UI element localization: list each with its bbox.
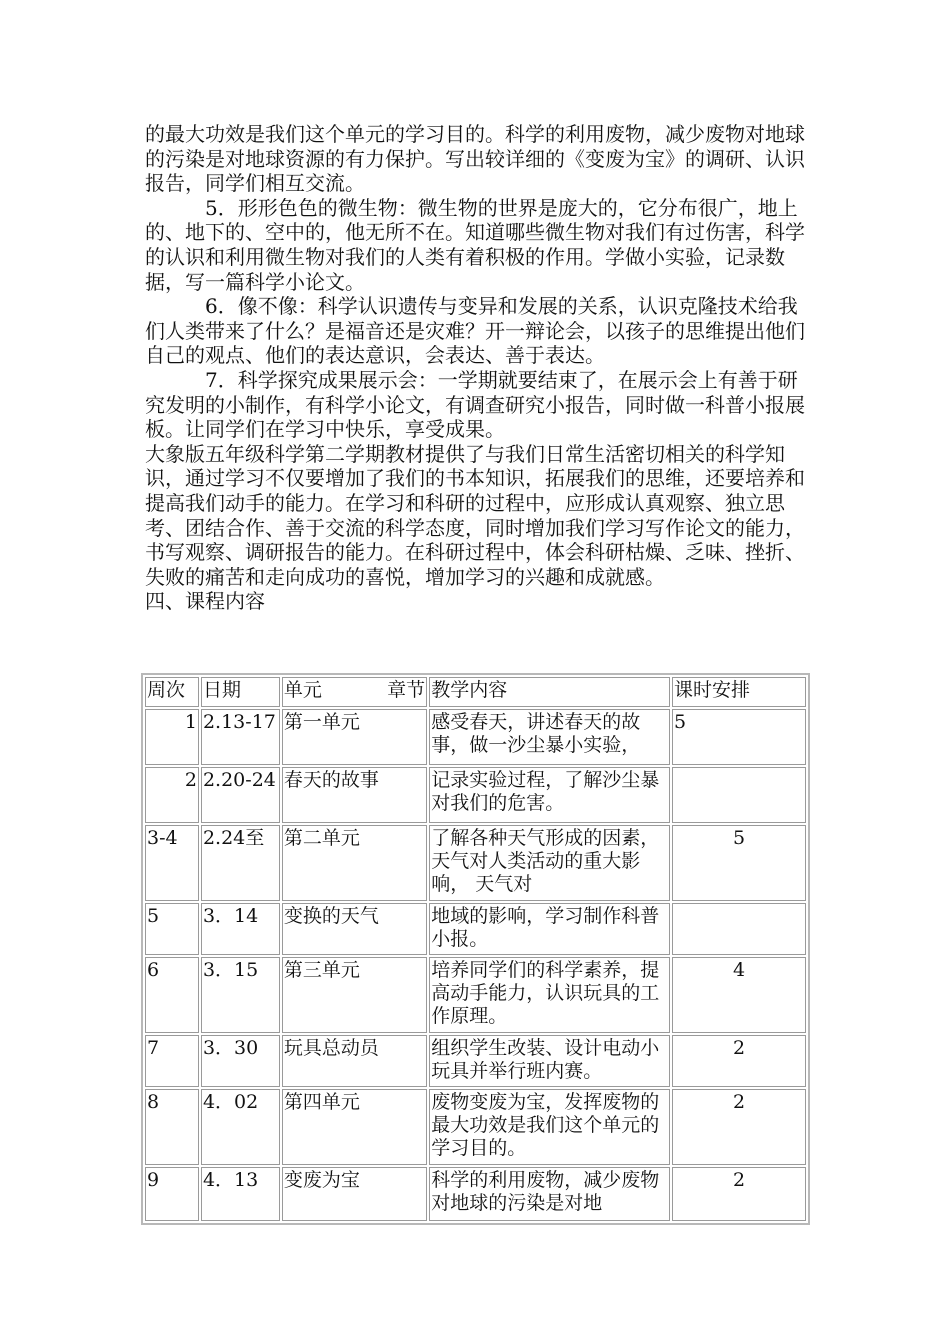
- cell-week: 9: [145, 1167, 199, 1221]
- table-row: [145, 825, 806, 901]
- cell-week: 3-4: [145, 825, 199, 901]
- cell-content: 科学的利用废物，减少废物对地球的污染是对地: [429, 1167, 670, 1221]
- header-date: 日期: [201, 677, 280, 707]
- header-hours: 课时安排: [672, 677, 806, 707]
- cell-week: 8: [145, 1089, 199, 1165]
- cell-hours: 5: [672, 709, 806, 765]
- header-chapter: 章节: [387, 679, 426, 701]
- cell-hours: [672, 903, 806, 955]
- table-header-row: [145, 677, 806, 707]
- section-heading: 四、课程内容: [145, 589, 265, 614]
- course-table: [141, 673, 810, 1225]
- cell-unit: 春天的故事: [282, 767, 427, 823]
- table-row: [145, 1035, 806, 1087]
- cell-unit: 第四单元: [282, 1089, 427, 1165]
- cell-date: 3．15: [201, 957, 280, 1033]
- cell-date: 3．30: [201, 1035, 280, 1087]
- cell-content: 了解各种天气形成的因素，天气对人类活动的重大影响， 天气对: [429, 825, 670, 901]
- table-row: [145, 1167, 806, 1221]
- cell-week: 5: [145, 903, 199, 955]
- table-row: [145, 957, 806, 1033]
- table-row: [145, 903, 806, 955]
- body-text: [145, 122, 815, 614]
- cell-unit: 第三单元: [282, 957, 427, 1033]
- header-week: 周次: [145, 677, 199, 707]
- cell-unit: 第一单元: [282, 709, 427, 765]
- cell-week: 6: [145, 957, 199, 1033]
- cell-hours: 4: [672, 957, 806, 1033]
- table-row: [145, 1089, 806, 1165]
- cell-date: 3．14: [201, 903, 280, 955]
- cell-content: 记录实验过程，了解沙尘暴对我们的危害。: [429, 767, 670, 823]
- cell-date: 2.24至: [201, 825, 280, 901]
- cell-hours: 2: [672, 1167, 806, 1221]
- cell-content: 组织学生改装、设计电动小玩具并举行班内赛。: [429, 1035, 670, 1087]
- cell-date: 4．13: [201, 1167, 280, 1221]
- paragraph-1: 的最大功效是我们这个单元的学习目的。科学的利用废物，减少废物对地球的污染是对地球资源的有力保护。写出较详细的《变废为宝》的调研、认识报告，同学们相互交流。: [145, 122, 805, 196]
- cell-content: 地域的影响，学习制作科普小报。: [429, 903, 670, 955]
- header-content: 教学内容: [429, 677, 670, 707]
- cell-content: 培养同学们的科学素养，提高动手能力，认识玩具的工作原理。: [429, 957, 670, 1033]
- header-unit-chapter: [282, 677, 427, 707]
- cell-hours: 2: [672, 1089, 806, 1165]
- paragraph-3: 6．像不像：科学认识遗传与变异和发展的关系，认识克隆技术给我们人类带来了什么？是福音还是灾难？开一辩论会，以孩子的思维提出他们自己的观点、他们的表达意识，会表达、善于表达。: [145, 294, 805, 368]
- paragraph-4: 7．科学探究成果展示会：一学期就要结束了，在展示会上有善于研究发明的小制作，有科学小论文，有调查研究小报告，同时做一科普小报展板。让同学们在学习中快乐，享受成果。: [145, 367, 805, 442]
- table-row: [145, 709, 806, 765]
- cell-date: 4．02: [201, 1089, 280, 1165]
- cell-hours: 5: [672, 825, 806, 901]
- cell-unit: 第二单元: [282, 825, 427, 901]
- table-row: [145, 767, 806, 823]
- cell-hours: [672, 767, 806, 823]
- cell-unit: 变废为宝: [282, 1167, 427, 1221]
- cell-hours: 2: [672, 1035, 806, 1087]
- cell-unit: 玩具总动员: [282, 1035, 427, 1087]
- cell-week: 2: [145, 767, 199, 823]
- cell-date: 2.13-17: [201, 709, 280, 765]
- header-unit: 单元: [283, 679, 322, 701]
- cell-date: 2.20-24: [201, 767, 280, 823]
- cell-week: 1: [145, 709, 199, 765]
- cell-unit: 变换的天气: [282, 903, 427, 955]
- paragraph-5: 大象版五年级科学第二学期教材提供了与我们日常生活密切相关的科学知识，通过学习不仅要增加了我们的书本知识，拓展我们的思维，还要培养和提高我们动手的能力。在学习和科研的过程中，应形成认真观察、独立思考、团结合作、善于交流的科学态度，同时增加我们学习写作论文的能力，书写观察、调研报告的能力。在科研过程中，体会科研枯燥、乏味、挫折、失败的痛苦和走向成功的喜悦，增加学习的兴趣和成就感。: [145, 441, 805, 589]
- paragraph-2: 5．形形色色的微生物：微生物的世界是庞大的，它分布很广，地上的、地下的、空中的，他无所不在。知道哪些微生物对我们有过伤害，科学的认识和利用微生物对我们的人类有着积极的作用。学做小实验，记录数据，写一篇科学小论文。: [145, 195, 805, 294]
- cell-content: 感受春天，讲述春天的故事，做一沙尘暴小实验，: [429, 709, 670, 765]
- cell-week: 7: [145, 1035, 199, 1087]
- cell-content: 废物变废为宝，发挥废物的最大功效是我们这个单元的学习目的。: [429, 1089, 670, 1165]
